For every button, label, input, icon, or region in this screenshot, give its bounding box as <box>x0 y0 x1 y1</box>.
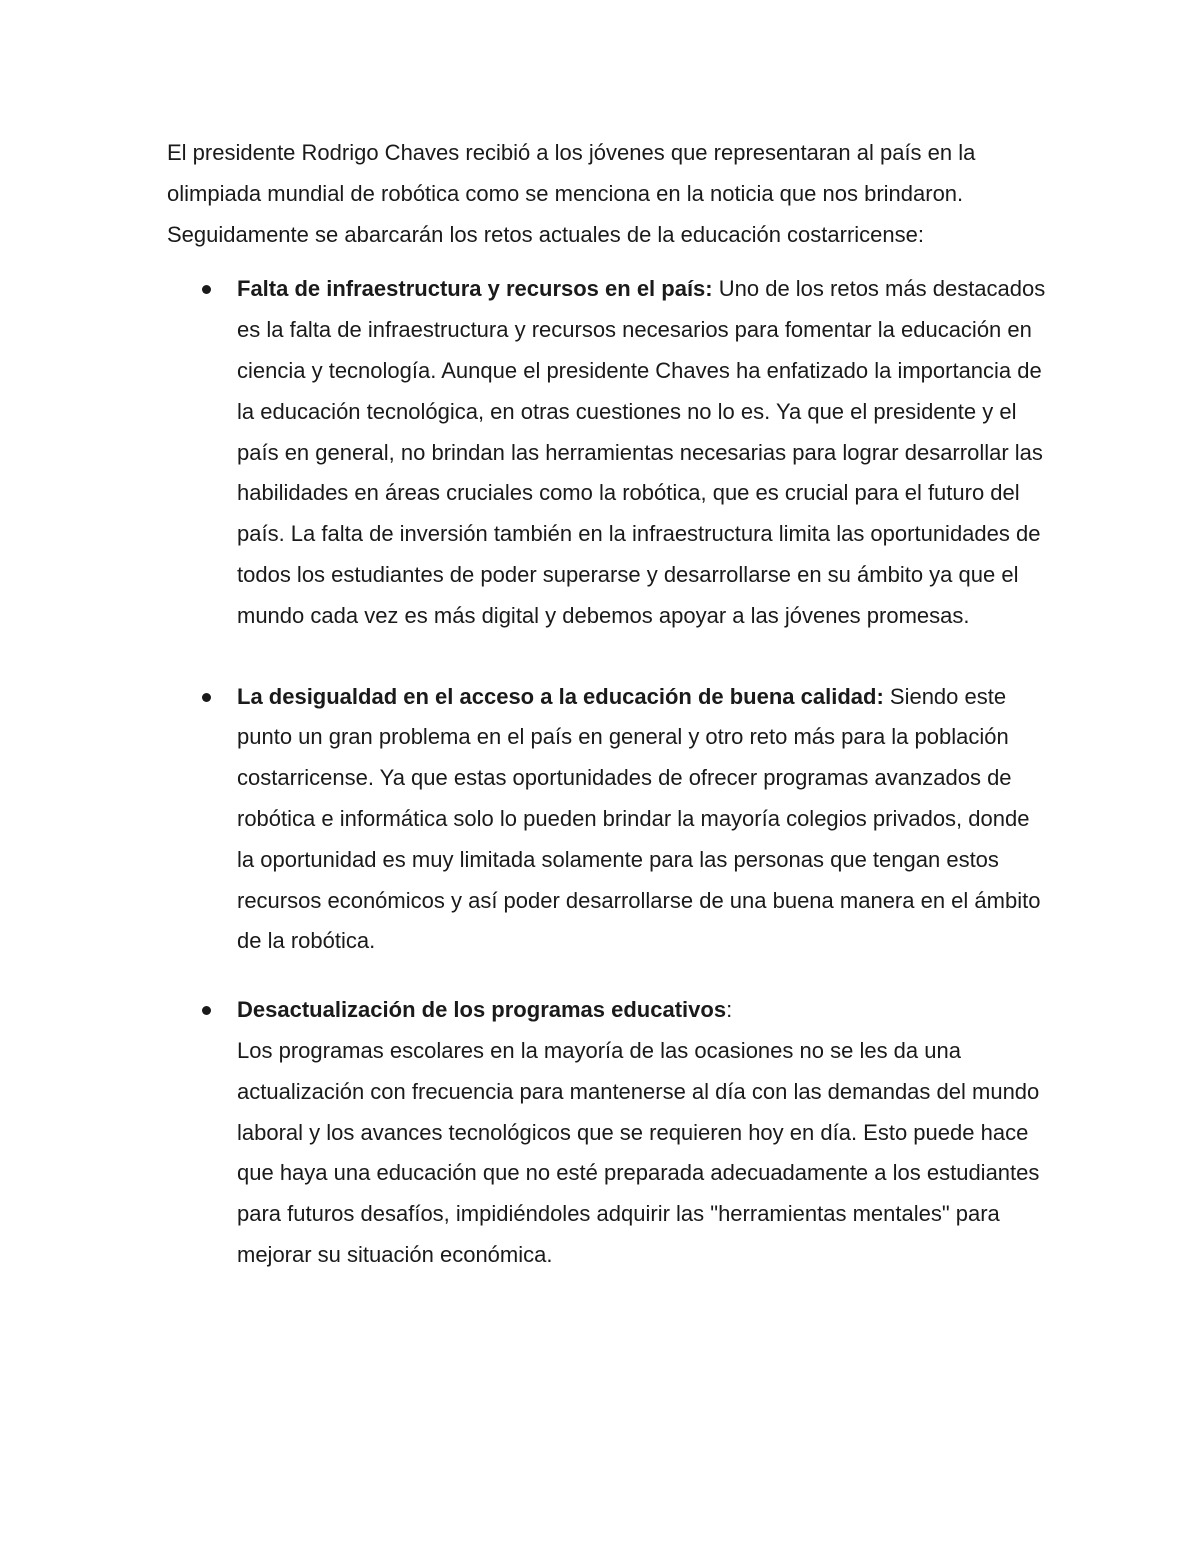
list-item-paragraph <box>237 269 1047 636</box>
challenges-list <box>167 269 1047 1275</box>
list-item-text: Los programas escolares en la mayoría de las ocasiones no se les da una actualización con frecuencia para mantenerse al día con las demandas del mundo laboral y los avances tecnológicos que se requieren hoy en día. Esto puede hace que haya una educación que no esté preparada adecuadamente a los estudiantes para futuros desafíos, impidiéndoles adquirir las "herramientas mentales" para mejorar su situación económica. <box>237 1037 1040 1267</box>
bullet-icon <box>202 285 211 294</box>
list-item-title: Desactualización de los programas educativos <box>237 997 727 1023</box>
list-item-title: La desigualdad en el acceso a la educación de buena calidad: <box>237 683 884 709</box>
list-item-paragraph <box>237 677 1047 963</box>
list-item <box>167 990 1047 1276</box>
document-body <box>167 133 1047 1276</box>
list-item-text: Siendo este punto un gran problema en el país en general y otro reto más para la población costarricense. Ya que estas oportunidades de ofrecer programas avanzados de robótica e informática solo lo pueden brindar la mayoría colegios privados, donde la oportunidad es muy limitada solamente para las personas que tengan estos recursos económicos y así poder desarrollarse de una buena manera en el ámbito de la robótica. <box>237 683 1041 954</box>
list-item-paragraph <box>237 990 1047 1276</box>
list-item <box>167 269 1047 636</box>
intro-paragraph: El presidente Rodrigo Chaves recibió a los jóvenes que representaran al país en la olimpiada mundial de robótica como se menciona en la noticia que nos brindaron. Seguidamente se abarcarán los retos actuales de la educación costarricense: <box>167 140 976 247</box>
list-item-title: Falta de infraestructura y recursos en el país: <box>237 276 713 302</box>
list-item-colon: : <box>726 997 733 1023</box>
list-item-text: Uno de los retos más destacados es la falta de infraestructura y recursos necesarios para fomentar la educación en ciencia y tecnología. Aunque el presidente Chaves ha enfatizado la importancia de la educación tecnológica, en otras cuestiones no lo es. Ya que el presidente y el país en general, no brindan las herramientas necesarias para lograr desarrollar las habilidades en áreas cruciales como la robótica, que es crucial para el futuro del país. La falta de inversión también en la infraestructura limita las oportunidades de todos los estudiantes de poder superarse y desarrollarse en su ámbito ya que el mundo cada vez es más digital y debemos apoyar a las jóvenes promesas. <box>237 276 1046 628</box>
bullet-icon <box>202 693 211 702</box>
bullet-icon <box>202 1006 211 1015</box>
list-item <box>167 677 1047 963</box>
